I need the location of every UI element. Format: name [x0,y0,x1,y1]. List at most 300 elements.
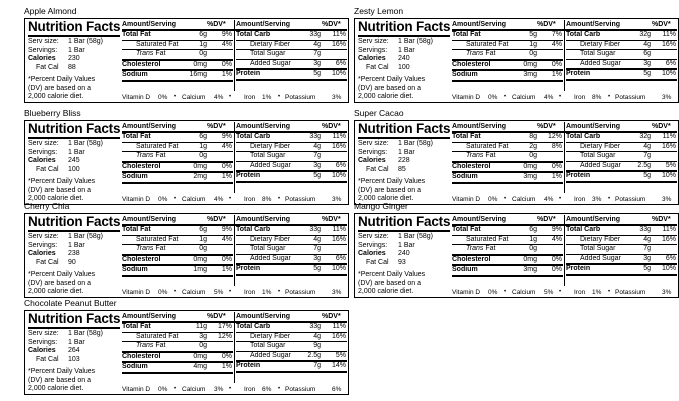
calories-label: Calories [28,55,56,63]
carb-column [566,226,677,276]
bullet-separator: • [559,196,562,202]
cholesterol-amount: 0mg [193,60,207,68]
trans-fat-label [136,245,165,254]
protein-row [236,362,347,373]
bullet-separator: • [229,289,232,295]
amount-serving-header-left: Amount/Serving [452,21,507,28]
total-carb-row [566,133,677,143]
vitamin-d-label: Vitamin D [122,94,151,101]
dv-footnote-line-3: 2,000 calorie diet. [358,288,414,296]
dietary-fiber-label: Dietary Fiber [250,142,291,150]
sodium-dv: 1% [221,266,232,273]
calcium-dv: 4% [214,196,224,203]
product-name: Zesty Lemon [354,6,404,16]
fat-cal-label: Fat Cal [36,165,59,173]
total-carb-dv: 11% [662,226,676,233]
trans-fat-label-rest: Fat [153,342,166,349]
added-sugar-amount: 2.5g [637,161,651,169]
carb-column [236,226,347,276]
dv-footnote [28,271,120,296]
sodium-label: Sodium [122,71,148,78]
bullet-separator: • [278,386,281,392]
trans-fat-row [122,50,233,61]
dv-footnote-line-1: *Percent Daily Values [358,271,426,279]
amount-serving-header-right: Amount/Serving [566,123,621,130]
serving-info [358,215,450,297]
nutrient-table [122,122,347,203]
dietary-fiber-label: Dietary Fiber [580,40,621,48]
total-fat-amount: 6g [199,31,207,38]
sodium-amount: 3mg [523,173,537,180]
serv-size-label: Serv size: [28,38,59,45]
fat-cal-value: 103 [68,355,80,363]
calories-label: Calories [358,55,386,63]
product-name: Chocolate Peanut Butter [24,298,117,308]
nutrient-grid [122,133,347,193]
saturated-fat-dv: 4% [221,235,232,243]
trans-fat-row [122,342,233,353]
trans-fat-amount: 0g [529,152,537,159]
total-fat-row [452,133,563,143]
dietary-fiber-label: Dietary Fiber [250,332,291,340]
saturated-fat-amount: 1g [199,40,207,48]
carb-column [566,31,677,81]
protein-label: Protein [236,265,261,272]
amount-serving-header-right: Amount/Serving [566,21,621,28]
nutrition-panel [24,310,349,395]
cholesterol-amount: 0mg [193,255,207,263]
potassium-label: Potassium [615,289,646,296]
nutrition-panel [24,120,349,205]
nutrient-grid [452,133,677,193]
total-carb-label: Total Carb [236,226,271,233]
vitamin-d-label: Vitamin D [452,196,481,203]
amount-serving-header-left: Amount/Serving [122,21,177,28]
sodium-label: Sodium [122,173,148,180]
trans-fat-label [136,342,165,351]
trans-fat-amount: 0g [199,50,207,57]
total-sugar-amount: 7g [643,152,651,159]
total-fat-dv: 9% [221,31,232,38]
total-fat-row [122,31,233,41]
potassium-label: Potassium [615,94,646,101]
serv-size-value: 1 Bar (58g) [68,233,104,240]
column-divider [234,215,235,286]
potassium-dv: 3% [332,289,342,296]
trans-fat-label-rest: Fat [483,245,496,252]
fat-cal-value: 93 [398,258,406,266]
added-sugar-label: Added Sugar [250,254,291,262]
total-carb-label: Total Carb [236,133,271,140]
calories-line [28,55,120,64]
serv-size-label: Serv size: [28,140,59,147]
nutrition-facts-title: Nutrition Facts [28,121,121,136]
total-sugar-amount: 6g [643,50,651,57]
dietary-fiber-amount: 4g [313,40,321,48]
cholesterol-dv: 0% [221,162,232,170]
calcium-label: Calcium [512,94,536,101]
column-divider [564,215,565,286]
serving-info [358,20,450,102]
servings-label: Servings: [358,148,388,156]
vitamin-d-dv: 0% [488,196,498,203]
calcium-label: Calcium [512,289,536,296]
calories-value: 230 [68,55,80,63]
bullet-separator: • [174,386,177,392]
sodium-amount: 2mg [193,173,207,180]
nutrient-table [122,312,347,393]
cholesterol-row [122,256,233,267]
bullet-separator: • [229,196,232,202]
bullet-separator: • [608,196,611,202]
added-sugar-dv: 5% [665,161,676,169]
fat-cal-line [28,356,120,365]
cholesterol-dv: 0% [551,255,562,263]
dietary-fiber-row [236,333,347,343]
fat-column [452,226,563,277]
fat-column [452,133,563,184]
total-fat-row [122,226,233,236]
column-divider [234,312,235,383]
added-sugar-amount: 3g [643,59,651,67]
nutrition-facts-title: Nutrition Facts [28,311,121,326]
serv-size-line [28,330,120,339]
vitamins-minerals-row [122,93,347,102]
total-fat-amount: 5g [529,31,537,38]
dietary-fiber-dv: 16% [661,142,676,150]
saturated-fat-amount: 1g [199,142,207,150]
protein-row [236,172,347,183]
protein-amount: 5g [643,172,651,179]
added-sugar-dv: 6% [665,59,676,67]
total-carb-label: Total Carb [566,133,601,140]
cholesterol-label: Cholesterol [452,60,491,68]
total-sugar-amount: 7g [643,245,651,252]
trans-fat-label-rest: Fat [153,245,166,252]
title-rule [358,230,450,232]
serv-size-line [28,38,120,47]
iron-dv: 1% [262,94,272,101]
protein-dv: 10% [661,172,676,179]
sodium-row [122,71,233,82]
added-sugar-label: Added Sugar [580,254,621,262]
fat-column [122,226,233,277]
dietary-fiber-amount: 4g [643,40,651,48]
total-carb-dv: 11% [332,226,346,233]
carb-column [236,133,347,183]
product-name: Blueberry Bliss [24,108,81,118]
sodium-dv: 1% [221,173,232,180]
total-carb-dv: 11% [332,323,346,330]
serving-info [28,215,120,297]
total-carb-amount: 32g [639,133,651,140]
vitamin-d-dv: 0% [158,94,168,101]
dietary-fiber-dv: 16% [331,142,346,150]
dv-footnote [28,368,120,393]
iron-dv: 3% [592,196,602,203]
trans-fat-row [122,245,233,256]
carb-column [236,31,347,81]
nutrition-facts-title: Nutrition Facts [358,214,451,229]
serv-size-value: 1 Bar (58g) [398,140,434,147]
calories-label: Calories [358,157,386,165]
total-carb-row [236,133,347,143]
potassium-label: Potassium [615,196,646,203]
saturated-fat-row [452,236,563,246]
added-sugar-row [236,255,347,266]
protein-dv: 10% [331,265,346,272]
servings-value: 1 Bar [68,148,85,156]
vitamin-d-label: Vitamin D [122,386,151,393]
protein-row [566,70,677,81]
saturated-fat-dv: 4% [221,40,232,48]
trans-fat-row [122,152,233,163]
added-sugar-label: Added Sugar [580,161,621,169]
calories-label: Calories [358,250,386,258]
protein-label: Protein [566,70,591,77]
serv-size-line [28,233,120,242]
cholesterol-dv: 0% [221,255,232,263]
added-sugar-dv: 6% [335,59,346,67]
carb-column [236,323,347,373]
serving-info [358,122,450,204]
dv-footnote-line-2: (DV) are based on a [28,84,92,92]
added-sugar-label: Added Sugar [250,351,291,359]
saturated-fat-label: Saturated Fat [136,142,179,150]
amount-serving-header-right: Amount/Serving [236,21,291,28]
total-fat-row [452,226,563,236]
added-sugar-label: Added Sugar [250,161,291,169]
vitamins-minerals-row [452,195,677,204]
vitamin-d-dv: 0% [158,386,168,393]
nutrient-grid [452,31,677,91]
fat-column [122,323,233,374]
column-divider [234,122,235,193]
amount-serving-header-right: Amount/Serving [566,216,621,223]
trans-fat-amount: 0g [529,50,537,57]
total-carb-amount: 33g [639,226,651,233]
total-fat-dv: 9% [551,226,562,233]
dietary-fiber-row [236,41,347,51]
added-sugar-row [566,60,677,71]
cholesterol-row [452,61,563,72]
added-sugar-row [566,255,677,266]
dv-footnote [358,271,450,296]
potassium-label: Potassium [285,196,316,203]
dv-footnote-line-2: (DV) are based on a [358,84,422,92]
nutrition-panel [354,213,679,298]
total-fat-amount: 6g [529,226,537,233]
total-fat-label: Total Fat [122,31,151,38]
total-sugar-row [236,50,347,60]
serving-info [28,122,120,204]
servings-value: 1 Bar [398,46,415,54]
cholesterol-dv: 0% [551,60,562,68]
nutrition-facts-title: Nutrition Facts [358,121,451,136]
dietary-fiber-dv: 16% [331,235,346,243]
trans-fat-amount: 0g [199,152,207,159]
total-carb-dv: 11% [332,31,346,38]
dietary-fiber-row [566,236,677,246]
total-fat-label: Total Fat [122,323,151,330]
sodium-row [452,173,563,184]
bullet-separator: • [559,94,562,100]
iron-label: Iron [574,289,586,296]
cholesterol-row [452,256,563,267]
dv-header-right: %DV* [322,21,341,28]
iron-dv: 8% [262,196,272,203]
added-sugar-row [236,60,347,71]
saturated-fat-label: Saturated Fat [466,40,509,48]
calories-value: 228 [398,157,410,165]
dv-header-left: %DV* [207,123,226,130]
added-sugar-amount: 3g [313,254,321,262]
bullet-separator: • [278,94,281,100]
iron-dv: 6% [262,386,272,393]
cholesterol-amount: 0mg [523,60,537,68]
calories-value: 238 [68,250,80,258]
cholesterol-amount: 0mg [193,162,207,170]
protein-amount: 5g [643,70,651,77]
iron-label: Iron [574,94,586,101]
title-rule [28,137,120,139]
servings-label: Servings: [358,46,388,54]
nutrient-grid [122,226,347,286]
total-carb-amount: 32g [639,31,651,38]
dv-footnote-line-2: (DV) are based on a [28,279,92,287]
nutrient-table [452,215,677,296]
servings-line [358,149,450,158]
trans-fat-label [466,245,495,254]
column-divider [564,122,565,193]
sodium-amount: 3mg [523,71,537,78]
serv-size-label: Serv size: [28,233,59,240]
trans-fat-label [466,152,495,161]
dietary-fiber-dv: 16% [661,40,676,48]
serv-size-value: 1 Bar (58g) [68,140,104,147]
trans-fat-label [136,152,165,161]
fat-cal-label: Fat Cal [36,63,59,71]
iron-label: Iron [244,289,256,296]
fat-cal-value: 100 [68,165,80,173]
dietary-fiber-row [236,143,347,153]
fat-cal-label: Fat Cal [36,355,59,363]
vitamin-d-dv: 0% [488,94,498,101]
serv-size-value: 1 Bar (58g) [68,330,104,337]
serv-size-value: 1 Bar (58g) [398,233,434,240]
added-sugar-label: Added Sugar [580,59,621,67]
sodium-row [452,266,563,277]
dietary-fiber-row [566,41,677,51]
calcium-label: Calcium [182,94,206,101]
iron-label: Iron [244,386,256,393]
dietary-fiber-dv: 16% [331,332,346,340]
dv-footnote-line-3: 2,000 calorie diet. [28,385,84,393]
servings-value: 1 Bar [68,338,85,346]
total-sugar-row [236,152,347,162]
dietary-fiber-label: Dietary Fiber [580,142,621,150]
saturated-fat-row [122,236,233,246]
cholesterol-label: Cholesterol [122,60,161,68]
bullet-separator: • [504,94,507,100]
sodium-row [452,71,563,82]
saturated-fat-label: Saturated Fat [466,142,509,150]
dv-header-right: %DV* [652,21,671,28]
cholesterol-row [122,353,233,364]
trans-fat-amount: 0g [199,342,207,349]
dietary-fiber-amount: 4g [313,235,321,243]
added-sugar-dv: 6% [335,161,346,169]
protein-row [236,70,347,81]
dv-header-right: %DV* [322,216,341,223]
calories-line [28,347,120,356]
total-carb-label: Total Carb [236,31,271,38]
sodium-row [122,363,233,374]
saturated-fat-dv: 4% [551,40,562,48]
servings-value: 1 Bar [398,241,415,249]
total-fat-dv: 9% [221,226,232,233]
total-fat-label: Total Fat [452,133,481,140]
fat-cal-line [358,259,450,268]
iron-dv: 8% [592,94,602,101]
added-sugar-row [236,162,347,173]
serv-size-label: Serv size: [358,233,389,240]
total-sugar-amount: 9g [313,342,321,349]
added-sugar-label: Added Sugar [250,59,291,67]
total-fat-row [452,31,563,41]
sodium-amount: 1mg [193,266,207,273]
iron-label: Iron [244,196,256,203]
dv-footnote-line-3: 2,000 calorie diet. [28,93,84,101]
product-name: Cherry Chia [24,201,70,211]
total-sugar-label: Total Sugar [580,50,616,57]
bullet-separator: • [174,196,177,202]
dietary-fiber-row [236,236,347,246]
servings-line [358,242,450,251]
nutrition-facts-title: Nutrition Facts [28,19,121,34]
total-carb-amount: 33g [309,226,321,233]
iron-label: Iron [244,94,256,101]
nutrient-table [122,215,347,296]
total-carb-label: Total Carb [566,31,601,38]
trans-fat-row [452,50,563,61]
trans-fat-row [452,152,563,163]
nutrition-panel [354,120,679,205]
nutrition-facts-title: Nutrition Facts [28,214,121,229]
fat-cal-value: 100 [398,63,410,71]
trans-label: Trans [136,50,154,57]
dietary-fiber-row [566,143,677,153]
added-sugar-amount: 3g [643,254,651,262]
nutrient-grid [122,31,347,91]
dv-header-left: %DV* [207,21,226,28]
dv-footnote-line-3: 2,000 calorie diet. [28,288,84,296]
dv-footnote-line-2: (DV) are based on a [358,279,422,287]
cholesterol-row [122,61,233,72]
sodium-amount: 16mg [189,71,207,78]
servings-line [358,47,450,56]
amount-serving-header-left: Amount/Serving [452,216,507,223]
protein-dv: 10% [661,265,676,272]
servings-label: Servings: [28,46,58,54]
protein-amount: 7g [313,362,321,369]
amount-serving-header-right: Amount/Serving [236,123,291,130]
dietary-fiber-amount: 4g [643,235,651,243]
fat-column [122,31,233,82]
total-carb-row [566,226,677,236]
dietary-fiber-amount: 4g [313,332,321,340]
dv-footnote-line-1: *Percent Daily Values [358,76,426,84]
